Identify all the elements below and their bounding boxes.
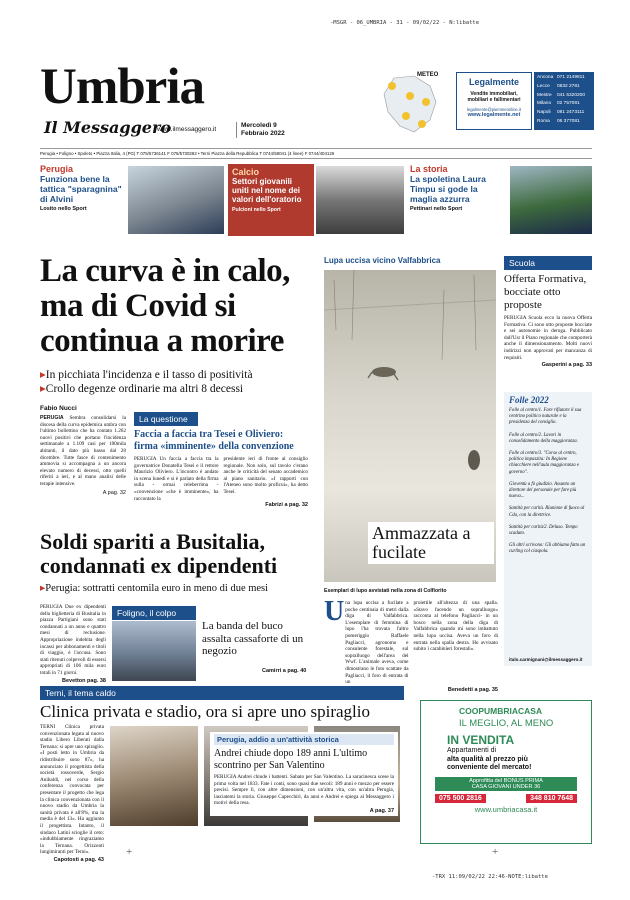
andrei-foot: A pag. 37 bbox=[369, 807, 394, 814]
folle-item: Gioventù a fò giudizio. Assunto un direttore del personale per fare più nuova... bbox=[509, 481, 577, 500]
date bbox=[236, 122, 285, 138]
scuola-text: PERUGIA Scuola ecco la nuova Offerta Formativa. Ci sono otto proposte bocciate e sei autonomie in deroga. Pubblicato dall'Usr il Piano regionale che comporterà anche il dimensionamento. Molti nuovi indirizzi non approvati per mancanza di requisiti. bbox=[504, 315, 592, 361]
foligno-box[interactable] bbox=[112, 606, 316, 682]
weather-map bbox=[374, 72, 446, 136]
coop-phone[interactable]: 075 500 2816 bbox=[435, 794, 486, 803]
legalmente-site[interactable]: www.legalmente.net bbox=[467, 112, 521, 118]
folle-item: Santità per carità/2. Deluso. Tempo scaduto. bbox=[509, 524, 578, 537]
date-day: Mercoledì 9 bbox=[241, 122, 277, 129]
bullet-icon: ▸ bbox=[40, 383, 46, 395]
terni-photo bbox=[110, 726, 198, 826]
teaser-calcio[interactable] bbox=[228, 164, 406, 236]
crop-mark: + bbox=[492, 846, 499, 858]
terni-foot: Capotosti a pag. 43 bbox=[53, 856, 104, 863]
meteo-label: METEO bbox=[417, 72, 439, 78]
dropcap: U bbox=[324, 596, 345, 627]
question-label: La questione bbox=[134, 412, 198, 426]
coop-bonus: Approfitta del BONUS PRIMA CASA GIOVANI UNDER 36 bbox=[435, 777, 577, 791]
lead-bullets bbox=[40, 368, 316, 396]
crop-mark: + bbox=[126, 846, 133, 858]
bottomline: -TRX 11:09/02/22 22:46-NOTE:libatte bbox=[432, 874, 548, 880]
phone-row: Milano 02 757091 bbox=[537, 101, 580, 107]
lupo-kicker: Lupa uccisa vicino Valfabbrica bbox=[324, 256, 441, 265]
bullet-icon: ▸ bbox=[40, 583, 46, 594]
question-box[interactable] bbox=[134, 412, 308, 508]
busitalia-foot: Bevetton pag. 38 bbox=[61, 677, 106, 684]
scuola-title: Offerta Formativa, bocciate otto proposte bbox=[504, 273, 587, 311]
terni-label-bar bbox=[40, 686, 404, 700]
lupo-text[interactable] bbox=[324, 596, 498, 693]
teaser-foot: Losito nello Sport bbox=[40, 206, 87, 212]
teaser-calcio-box bbox=[228, 164, 314, 236]
foligno-title: La banda del buco assalta cassaforte di un negozio bbox=[202, 620, 304, 657]
foligno-photo bbox=[112, 621, 196, 681]
masthead-title: Umbria bbox=[40, 59, 204, 115]
lead-body: Sembra consolidarsi la discesa della curva epidemica umbra con l'ultimo bollettino che ha contato 1.262 nuovi positivi che portano l'incidenza settimanale a 1.109 casi per 100mila abitanti, il dato più basso dal 28 dicembre. Tutte fasce di contenimento ammovia si accompagna a un ancora elevato numero di decessi, otto quelli riferiti a ieri, e al mano analisi delle terapie intensive. bbox=[40, 415, 126, 487]
phone-row: Ancona 071 2149811 bbox=[537, 75, 585, 80]
question-foot: Fabrizi a pag. 32 bbox=[265, 502, 308, 509]
ad-legalmente[interactable] bbox=[456, 72, 532, 130]
folle-item: Santità per carità. Riunione di fuoco al Cda, con la direttrice. bbox=[509, 506, 585, 518]
teaser-perugia[interactable] bbox=[40, 164, 226, 236]
coop-phone[interactable]: 348 810 7648 bbox=[526, 794, 577, 803]
teaser-title: Funziona bene la tattica "sparagnina" di Alvini bbox=[40, 174, 122, 204]
scuola-label: Scuola bbox=[504, 256, 592, 270]
question-text-col1: PERUGIA Un faccia a faccia tra la governatrice Donatella Tesei e il rettore Maurizio Oliviero. L'incontro è andato in scena lunedì e si è parlato della firma sulla - ormai celeberrima - «convenzione «che è imminente», ha raccontato la bbox=[134, 456, 219, 502]
phone-row: Napoli 081 2473111 bbox=[537, 110, 585, 116]
folle-column bbox=[504, 392, 592, 666]
teaser-kicker: Calcio bbox=[232, 167, 260, 177]
busitalia-headline[interactable]: Soldi spariti a Busitalia, condannati ex dipendenti bbox=[40, 529, 278, 578]
teaser-storia[interactable] bbox=[410, 164, 592, 236]
newspaper-logo: Il Messaggero bbox=[44, 118, 172, 137]
lead-bullet: ▸Crollo degenze ordinarie ma altri 8 decessi bbox=[40, 383, 244, 395]
question-text-col2: presidente ieri di fronte al consiglio regionale. Non solo, sul tavolo c'erano anche le criticità del senato accademico al piano sanitario. «I rapporti con l'Ateneo sono molto proficui», ha detto Tesei. bbox=[223, 456, 308, 495]
terni-body: TERNI Clinica privata convenzionata legata al nuovo stadio Libero Liberati dalla Ternana: si apre uno spiraglio. «I posti letto in Umbria da ridistribuire sono 87», ha annunciato il progettista della società rossoverde, Sergio Anibaldi, nel corso della conferenza convocata per presentare il progetto che lega la clinica convenzionata con il nuovo stadio da Umbria la sanità privata è all'8%, ma la media è del 13». Ha aggiunto il progettista. Intanto, il sindaco Latini scioglie il ceto: «indubbiamente ringraziamo la Ternana. Orizzonti lungimiranti per Terni». bbox=[40, 724, 104, 856]
coop-sale: IN VENDITA bbox=[447, 733, 515, 747]
folle-item: Folle al centro/1. Fare rifiutare il sua centrino politico naturale e la presidenza del consiglio. bbox=[509, 408, 582, 426]
andrei-kicker: Perugia, addio a un'attività storica bbox=[214, 734, 394, 745]
lupo-foot: Benedetti a pag. 35 bbox=[447, 686, 498, 693]
legalmente-logo: Legalmente bbox=[468, 77, 519, 87]
teaser-kicker: Perugia bbox=[40, 164, 74, 174]
coop-phones bbox=[435, 794, 577, 803]
teaser-foot: Pulcioni nello Sport bbox=[232, 206, 281, 213]
lead-foot: A pag. 32 bbox=[102, 489, 126, 496]
question-title: Faccia a faccia tra Tesei e Oliviero: firma «imminente» della convenzione bbox=[134, 429, 294, 452]
bullet-icon: ▸ bbox=[40, 369, 46, 381]
ad-coopumbriacasa[interactable] bbox=[420, 700, 592, 844]
foligno-label: Foligno, il colpo bbox=[112, 606, 196, 620]
busitalia-bullet: ▸Perugia: sottratti centomila euro in meno di due mesi bbox=[40, 583, 269, 594]
dateline: PERUGIA bbox=[40, 415, 64, 421]
lead-byline: Fabio Nucci bbox=[40, 405, 77, 412]
busitalia-body: PERUGIA Due ex dipendenti della biglietteria di Busitalia in piazza Partigiani sono stati condannati a un anno e quattro mesi di reclusione. Appropriazione indebita degli incassi per abbonamenti e titoli di viaggio, è l'accusa. Sono stati ritenuti colpevoli di essersi appropriati di 106 mila euro totali in 71 giorni. bbox=[40, 604, 106, 676]
terni-label: Terni, il tema caldo bbox=[40, 686, 404, 700]
terni-text bbox=[40, 724, 104, 863]
lupo-photo bbox=[324, 270, 496, 582]
teaser-photo bbox=[128, 166, 224, 234]
site-link[interactable]: www.ilmessaggero.it bbox=[157, 126, 217, 133]
legalmente-phones bbox=[534, 72, 594, 130]
folle-item: Gli altri scrivono: Gli abbiamo fatto un curling col ciaspola. bbox=[509, 543, 586, 555]
lead-headline[interactable]: La curva è in calo, ma di Covid si continua a morire bbox=[40, 253, 290, 359]
topline: -MSGR - 06_UMBRIA - 31 - 09/02/22 - N:libatte bbox=[330, 20, 480, 26]
teaser-title: Settori giovanili uniti nel nome dei valori dell'oratorio bbox=[232, 177, 302, 205]
coop-sale-text: Appartamenti di alta qualità al prezzo più conveniente del mercato! bbox=[447, 747, 532, 771]
phone-row: Lecce 0832 2781 bbox=[537, 83, 580, 89]
folle-email[interactable]: italo.carmignani@ilmessaggero.it bbox=[509, 657, 583, 662]
terni-headline[interactable]: Clinica privata e stadio, ora si apre uno spiraglio bbox=[40, 702, 370, 721]
teaser-foot: Pettinari nello Sport bbox=[410, 206, 463, 212]
foligno-foot: Camirri a pag. 40 bbox=[262, 668, 307, 674]
legalmente-text: Vendite immobiliari, mobiliari e fallimentari bbox=[467, 91, 521, 103]
lupo-text-col2: proiettile all'altezza di una spalla. «Stavo facendo un sopralluogo» racconta al telefono Pagliacci- in un bosco nella zona della diga di Valfabbrica quando mi sono imbattuto nella lupa uccisa. Aveva un foro di entrata nella spalla destra. Ho avvisato subito i carabinieri forestali». bbox=[413, 600, 498, 653]
teaser-photo bbox=[316, 166, 404, 234]
weather-map-icon bbox=[374, 72, 446, 136]
coop-site[interactable]: www.umbriacasa.it bbox=[474, 804, 538, 814]
teaser-title: La spoletina Laura Timpu si gode la maglia azzurra bbox=[410, 174, 486, 204]
folle-item: Folle al centro/2. Lavori in consolidamento della maggioranza. bbox=[509, 432, 578, 444]
coop-logo: COOPUMBRIACASA bbox=[459, 706, 543, 716]
andrei-box[interactable] bbox=[210, 732, 398, 816]
andrei-title: Andrei chiude dopo 189 anni L'ultimo scontrino per San Valentino bbox=[214, 748, 368, 771]
coop-slogan: IL MEGLIO, AL MENO bbox=[459, 718, 554, 729]
lead-bullet: ▸In picchiata l'incidenza e il tasso di positività bbox=[40, 369, 253, 381]
teaser-photo bbox=[510, 166, 592, 234]
lead-text bbox=[40, 415, 126, 496]
teaser-kicker: La storia bbox=[410, 164, 448, 174]
folle-items bbox=[509, 408, 587, 556]
lupo-text-col1: na lupa uccisa a fucilate a poche centinaia di metri dalla diga di Valfabbrica. L'esemplare di femmina di lupo l'ha trovata l'altro pomeriggio Raffaele Pagliacci, agronomo e consulente forestale, sul sopralluogo dell'area del Wwf. L'animale aveva, come dimostrano le foto scattate da Pagliacci, il foro di entrata di un bbox=[345, 600, 409, 686]
legalmente-email: legalmente@piemmeonline.it bbox=[466, 107, 522, 112]
lupo-caption: Esemplari di lupo avvistati nella zona di Colfiorito bbox=[324, 588, 447, 594]
busitalia-text bbox=[40, 604, 106, 684]
address-bar: Perugia • Foligno • Spoleto • Piazza Italia, 4 (PG) T 075/5736141 F 075/5730282 • Terni Piazza della Repubblica T 0744/58041 (4 linee) F 0744/404126 bbox=[40, 148, 592, 159]
scuola-box[interactable] bbox=[504, 256, 592, 368]
scuola-foot: Gasperini a pag. 33 bbox=[541, 362, 592, 369]
folle-title: Folle 2022 bbox=[509, 395, 549, 405]
andrei-text: PERUGIA Andrei chiude i battenti. Sabato per San Valentino. La saracinesca scese la prima volta nel 1833. Fate i conti, sono quasi due secoli: 189 anni e mezzo per essere precisi. Sempre lì, con altre dimensioni, con un'altra vita, con un'altra Perugia, lasciatemi la storia. Giuseppe Capecchiri, da anni e Andrei e spiega al Messaggero i motivi della resa. bbox=[214, 774, 394, 807]
date-month: Febbraio 2022 bbox=[241, 130, 285, 137]
phone-row: Mestre 041 5320200 bbox=[537, 92, 586, 98]
phone-row: Roma 06 377081 bbox=[537, 118, 580, 124]
folle-item: Folle al centro/3. "Corso al centro, politica impazzita: In Regione chiacchiere nell'aula maggioranza e governo". bbox=[509, 451, 579, 475]
lupo-caption-big: Ammazzata a fucilate bbox=[368, 522, 494, 564]
